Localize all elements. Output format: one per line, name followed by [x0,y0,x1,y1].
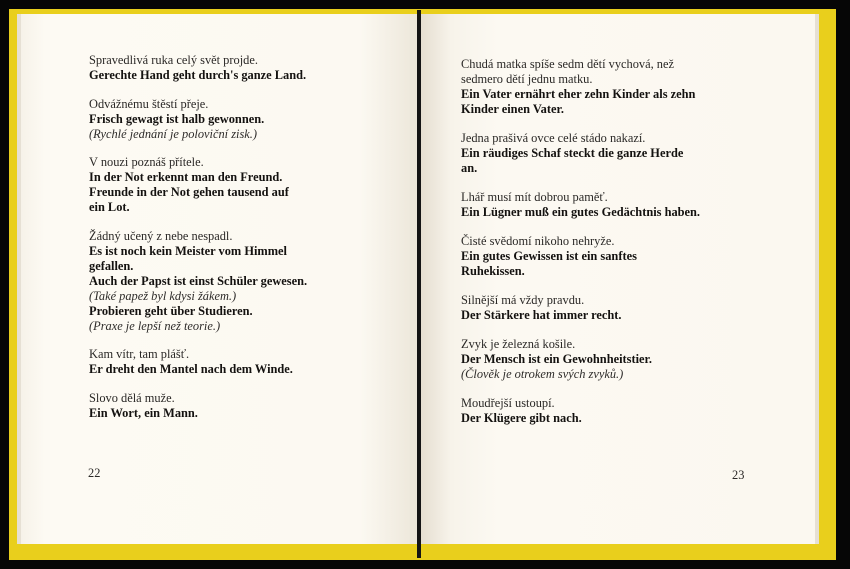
german-line: Frisch gewagt ist halb gewonnen. [89,112,265,126]
page-number-left: 22 [88,466,101,480]
proverb-block [461,190,781,220]
german-line: Es ist noch kein Meister vom Himmel [89,244,288,258]
german-line: Ruhekissen. [461,264,525,278]
proverb-block [89,155,409,215]
translation-note: (Také papež byl kdysi žákem.) [89,289,237,303]
proverb-block [89,53,409,83]
czech-line: Spravedlivá ruka celý svět projde. [89,53,258,67]
czech-line: V nouzi poznáš přítele. [89,155,204,169]
translation-note: (Člověk je otrokem svých zvyků.) [461,367,624,381]
proverb-block [461,337,781,382]
czech-line: Jedna prašivá ovce celé stádo nakazí. [461,131,646,145]
german-line: In der Not erkennt man den Freund. [89,170,283,184]
page-number-right: 23 [732,468,745,482]
proverb-block [89,97,409,142]
proverb-block [461,234,781,279]
czech-line: Zvyk je železná košile. [461,337,576,351]
german-line: Ein räudiges Schaf steckt die ganze Herde [461,146,684,160]
right-page [419,14,815,544]
translation-note: (Rychlé jednání je poloviční zisk.) [89,127,258,141]
czech-line: Chudá matka spíše sedm dětí vychová, než [461,57,674,71]
proverb-block [461,396,781,426]
german-line: gefallen. [89,259,134,273]
german-line: Freunde in der Not gehen tausend auf [89,185,289,199]
czech-line: Žádný učený z nebe nespadl. [89,229,233,243]
czech-line: Odvážnému štěstí přeje. [89,97,209,111]
proverb-block [461,57,781,117]
proverb-block [461,131,781,176]
german-line: Auch der Papst ist einst Schüler gewesen. [89,274,308,288]
german-line: Ein Lügner muß ein gutes Gedächtnis haben. [461,205,701,219]
czech-line: Slovo dělá muže. [89,391,175,405]
german-line: Ein Wort, ein Mann. [89,406,198,420]
german-line: Gerechte Hand geht durch's ganze Land. [89,68,307,82]
czech-line: Silnější má vždy pravdu. [461,293,585,307]
czech-line: Lhář musí mít dobrou paměť. [461,190,608,204]
czech-line: Kam vítr, tam plášť. [89,347,190,361]
proverb-block [461,293,781,323]
translation-note: (Praxe je lepší než teorie.) [89,319,221,333]
german-line: Ein Vater ernährt eher zehn Kinder als zehn [461,87,696,101]
german-line: Der Mensch ist ein Gewohnheitstier. [461,352,653,366]
book-spine-gutter [417,10,421,558]
german-line: an. [461,161,478,175]
left-page [21,14,419,544]
german-line: Er dreht den Mantel nach dem Winde. [89,362,293,376]
proverb-block [89,229,409,334]
czech-line: Moudřejší ustoupí. [461,396,555,410]
german-line: Der Klügere gibt nach. [461,411,582,425]
proverb-block [89,347,409,377]
german-line: Ein gutes Gewissen ist ein sanftes [461,249,637,263]
german-line: Probieren geht über Studieren. [89,304,253,318]
german-line: Der Stärkere hat immer recht. [461,308,622,322]
czech-line: Čisté svědomí nikoho nehryže. [461,234,615,248]
czech-line: sedmero dětí jednu matku. [461,72,593,86]
page-edges-right [815,14,819,544]
german-line: Kinder einen Vater. [461,102,564,116]
proverb-block [89,391,409,421]
german-line: ein Lot. [89,200,130,214]
